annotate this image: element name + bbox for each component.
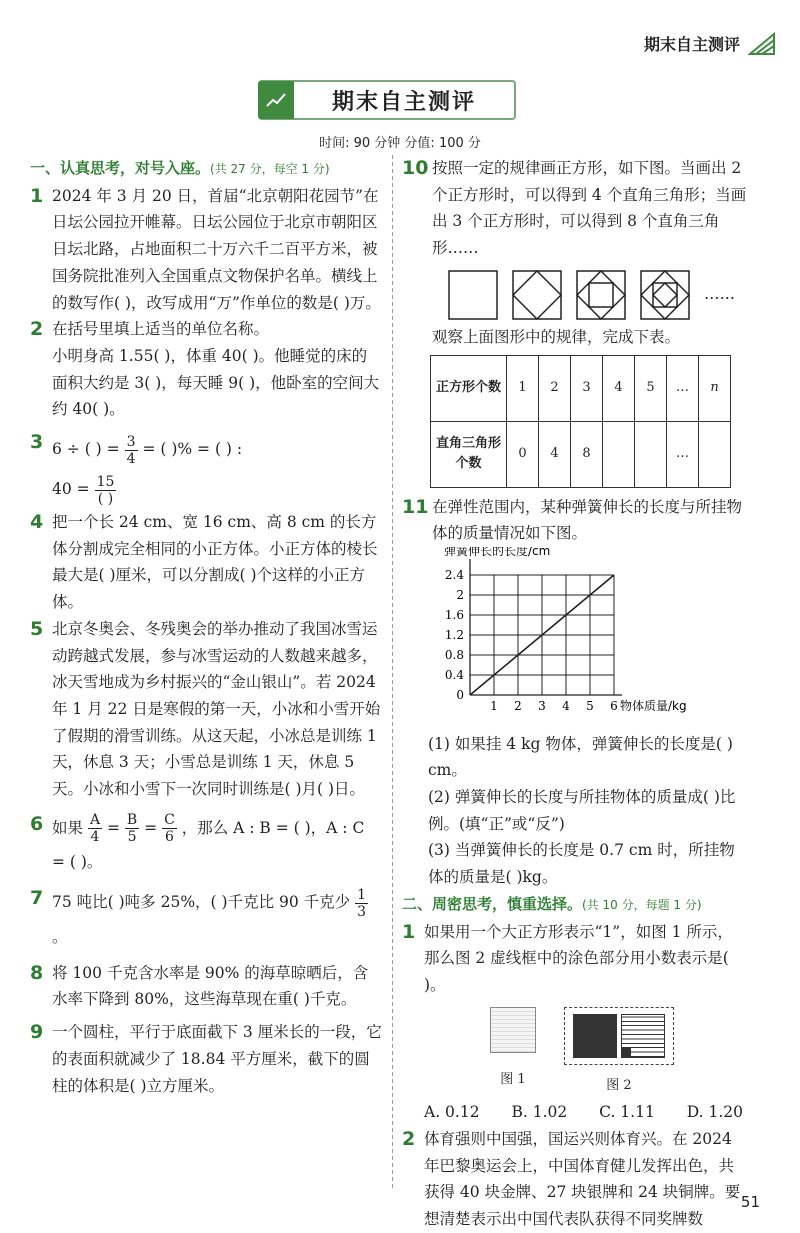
- question-3: [30, 429, 382, 509]
- numerator: A: [89, 812, 101, 829]
- filled-square: [573, 1014, 617, 1058]
- question-number: 3: [30, 431, 44, 454]
- y-tick-label: 0.8: [444, 647, 464, 662]
- question-number: 11: [402, 495, 429, 518]
- ellipsis: ……: [704, 285, 735, 304]
- question-text-2: 小明身高 1.55( )，体重 40( )。他睡觉的床的面积大约是 3( )，每天睡 9( )，他卧室的空间大约 40( )。: [52, 346, 380, 419]
- table-cell: 0: [507, 421, 539, 487]
- exam-info: 时间: 90 分钟 分值: 100 分: [319, 136, 481, 151]
- decimal-figures: [490, 1007, 747, 1100]
- numerator: C: [164, 812, 175, 829]
- question-text: 一个圆柱，平行于底面截下 3 厘米长的一段，它的表面积就减少了 18.84 平方厘米，截下的圆柱的体积是( )立方厘米。: [52, 1023, 382, 1095]
- y-tick-label: 1.2: [444, 627, 464, 642]
- table-cell: …: [667, 355, 699, 421]
- figure-1-caption: 图 1: [500, 1071, 526, 1087]
- subquestion-3: (3) 当弹簧伸长的长度是 0.7 cm 时，所挂物体的质量是( )kg。: [428, 841, 735, 887]
- denominator: 5: [127, 829, 137, 846]
- header-tag-text: 期末自主测评: [643, 34, 740, 54]
- question-text: 2024 年 3 月 20 日，首届“北京朝阳花园节”在日坛公园拉开帷幕。日坛公园位于北京市朝阳区日坛北路，占地面积二十万六千二百平方米，被国务院批准列入全国重点文物保护名单。横线上的数写作( )，改写成用“万”作单位的数是( )万。: [52, 186, 381, 312]
- column-divider: [392, 155, 393, 1190]
- table-row: [431, 421, 731, 487]
- question-text: 把一个长 24 cm、宽 16 cm、高 8 cm 的长方体分割成完全相同的小正方体。小正方体的棱长最大是( )厘米，可以分割成( )个这样的小正方体。: [52, 513, 378, 612]
- y-tick-label: 0: [456, 687, 464, 702]
- table-cell: 4: [603, 355, 635, 421]
- pattern-4-squares: [640, 270, 690, 320]
- figure-2: [564, 1007, 674, 1100]
- page-title: 期末自主测评: [331, 89, 476, 115]
- header-tag: [644, 30, 778, 56]
- unit-square: [490, 1007, 536, 1053]
- fraction: [95, 474, 117, 507]
- question-text: 如果用一个大正方形表示“1”，如图 1 所示，那么图 2 虚线框中的涂色部分用小数表示是( )。: [424, 922, 733, 994]
- s2-question-2: [402, 1126, 747, 1233]
- question-4: [30, 509, 382, 616]
- spring-chart: [430, 547, 750, 722]
- table-cell: 8: [571, 421, 603, 487]
- trend-icon: [258, 81, 294, 119]
- expr-part: 6 ÷ ( ) =: [52, 440, 120, 459]
- table-cell: [699, 421, 731, 487]
- figure-1: [490, 1007, 536, 1094]
- table-cell: 3: [571, 355, 603, 421]
- question-7: [30, 885, 382, 954]
- y-tick-label: 2.4: [444, 567, 464, 582]
- table-cell: [603, 421, 635, 487]
- s2-question-1: [402, 919, 747, 999]
- table-cell: …: [667, 421, 699, 487]
- figure-2-caption: 图 2: [606, 1077, 632, 1093]
- options: [402, 1099, 747, 1126]
- x-tick-label: 2: [514, 698, 522, 713]
- question-9: [30, 1019, 382, 1099]
- question-6: 6 如果 $\frac{A}{4}$ = $\frac{B}{5}$ = $\frac{C}{6}$ ，那么 A : B = ( )，A : C = ( )。: [30, 811, 382, 880]
- denominator: 3: [357, 903, 367, 920]
- fraction: [355, 887, 368, 920]
- question-text: 75 吨比( )吨多 25%，( )千克比 90 千克少: [52, 893, 351, 912]
- question-11: [402, 494, 747, 547]
- expr-part: = ( )% = ( ) :: [142, 440, 243, 459]
- fraction: [162, 812, 177, 845]
- numerator: 1: [357, 886, 367, 903]
- dashed-frame: [564, 1007, 674, 1065]
- option-c[interactable]: C. 1.11: [599, 1103, 655, 1122]
- y-tick-label: 0.4: [444, 667, 464, 682]
- section1-note: (共 27 分，每空 1 分): [210, 162, 330, 176]
- question-number: 10: [402, 157, 429, 179]
- question-number: 2: [402, 1128, 416, 1151]
- logo-icon: [748, 30, 778, 56]
- numerator: 15: [96, 473, 115, 490]
- numerator: B: [126, 812, 138, 829]
- question-5: [30, 616, 382, 803]
- question-text: 按照一定的规律画正方形，如下图。当画出 2 个正方形时，可以得到 4 个直角三角形；当画出 3 个正方形时，可以得到 8 个直角三角形……: [432, 159, 747, 258]
- question-number: 9: [30, 1021, 44, 1044]
- partial-square: [621, 1014, 665, 1058]
- question-number: 8: [30, 961, 44, 984]
- question-8: [30, 960, 382, 1013]
- table-header-cell: 直角三角形个数: [431, 421, 507, 487]
- table-cell: 1: [507, 355, 539, 421]
- question-1: [30, 183, 382, 317]
- table-cell: [635, 421, 667, 487]
- subquestion-1: (1) 如果挂 4 kg 物体，弹簧伸长的长度是( ) cm。: [428, 734, 733, 780]
- expr-part: 如果: [52, 818, 84, 837]
- question-number: 1: [402, 920, 416, 943]
- question-text: 在弹性范围内，某种弹簧伸长的长度与所挂物体的质量情况如下图。: [432, 497, 743, 543]
- table-header-cell: 正方形个数: [431, 355, 507, 421]
- fraction: [88, 812, 102, 845]
- section1-title: 一、认真思考，对号入座。: [30, 159, 211, 177]
- question-text: 北京冬奥会、冬残奥会的举办推动了我国冰雪运动跨越式发展，参与冰雪运动的人数越来越多，冰天雪地成为乡村振兴的“金山银山”。若 2024 年 1 月 22 日是寒假的第一天，小冰和小雪开始了假期的滑雪训练。从这天起，小冰总是训练 1 天，休息 3 天；小雪总是训练 1 天，休息 5 天。小冰和小雪下一次同时训练是( )月( )日。: [52, 619, 381, 799]
- denominator: ( ): [97, 490, 114, 507]
- fraction: [125, 434, 138, 467]
- left-column: [30, 155, 382, 1099]
- section1-heading: [30, 155, 382, 183]
- section2-title: 二、周密思考，慎重选择。: [402, 894, 583, 913]
- table-row: [431, 355, 731, 421]
- title-box: [258, 80, 516, 120]
- expr-part: ，那么 A : B = ( )，A : C = ( )。: [52, 818, 365, 872]
- option-a[interactable]: A. 0.12: [424, 1103, 480, 1122]
- instruction-text: 观察上面图形中的规律，完成下表。: [432, 327, 681, 346]
- table-cell: 2: [539, 355, 571, 421]
- question-number: 7: [30, 887, 44, 910]
- pattern-table: [430, 355, 731, 488]
- option-d[interactable]: D. 1.20: [686, 1103, 743, 1122]
- table-cell: 5: [635, 355, 667, 421]
- y-axis-label: 弹簧伸长的长度/cm: [444, 546, 551, 558]
- question-2: [30, 316, 382, 423]
- question-number: 6: [30, 812, 44, 835]
- x-tick-label: 1: [490, 698, 498, 713]
- punctuation: 。: [52, 927, 68, 946]
- question-number: 2: [30, 318, 44, 341]
- table-cell: 4: [539, 421, 571, 487]
- numerator: 3: [126, 433, 136, 450]
- pattern-2-squares: [512, 270, 562, 320]
- square-pattern-figure: [448, 270, 747, 320]
- question-text: 在括号里填上适当的单位名称。: [52, 320, 270, 339]
- question-number: 4: [30, 511, 44, 534]
- y-tick-label: 1.6: [444, 607, 464, 622]
- page-number: 51: [740, 1193, 760, 1211]
- table-cell: n: [699, 355, 731, 421]
- question-number: 5: [30, 617, 44, 640]
- expr-part: 40 =: [52, 480, 90, 499]
- question-10: [402, 155, 747, 262]
- right-column: [402, 155, 747, 1233]
- section2-heading: [402, 891, 747, 919]
- fraction: [125, 812, 139, 845]
- section2-note: (共 10 分，每题 1 分): [582, 897, 702, 912]
- pattern-1-squares: [448, 270, 498, 320]
- x-tick-label: 3: [538, 698, 546, 713]
- q11-subquestions: [402, 731, 747, 891]
- x-tick-label: 6: [610, 698, 618, 713]
- denominator: 6: [164, 829, 174, 846]
- denominator: 4: [126, 450, 136, 467]
- question-number: 1: [30, 184, 44, 207]
- x-axis-label: 物体质量/kg: [620, 698, 687, 713]
- x-tick-label: 5: [586, 698, 594, 713]
- option-b[interactable]: B. 1.02: [511, 1103, 568, 1122]
- denominator: 4: [90, 829, 100, 846]
- x-tick-label: 4: [562, 698, 570, 713]
- subquestion-2: (2) 弹簧伸长的长度与所挂物体的质量成( )比例。(填“正”或“反”): [428, 788, 736, 833]
- question-text: 将 100 千克含水率是 90% 的海草晾晒后，含水率下降到 80%，这些海草现在重( )千克。: [52, 963, 369, 1009]
- y-tick-label: 2: [456, 587, 464, 602]
- pattern-3-squares: [576, 270, 626, 320]
- question-text: 体育强则中国强，国运兴则体育兴。在 2024 年巴黎奥运会上，中国体育健儿发挥出色，共获得 40 块金牌、27 块银牌和 24 块铜牌。要想清楚表示出中国代表队获得不同奖牌数: [424, 1130, 741, 1229]
